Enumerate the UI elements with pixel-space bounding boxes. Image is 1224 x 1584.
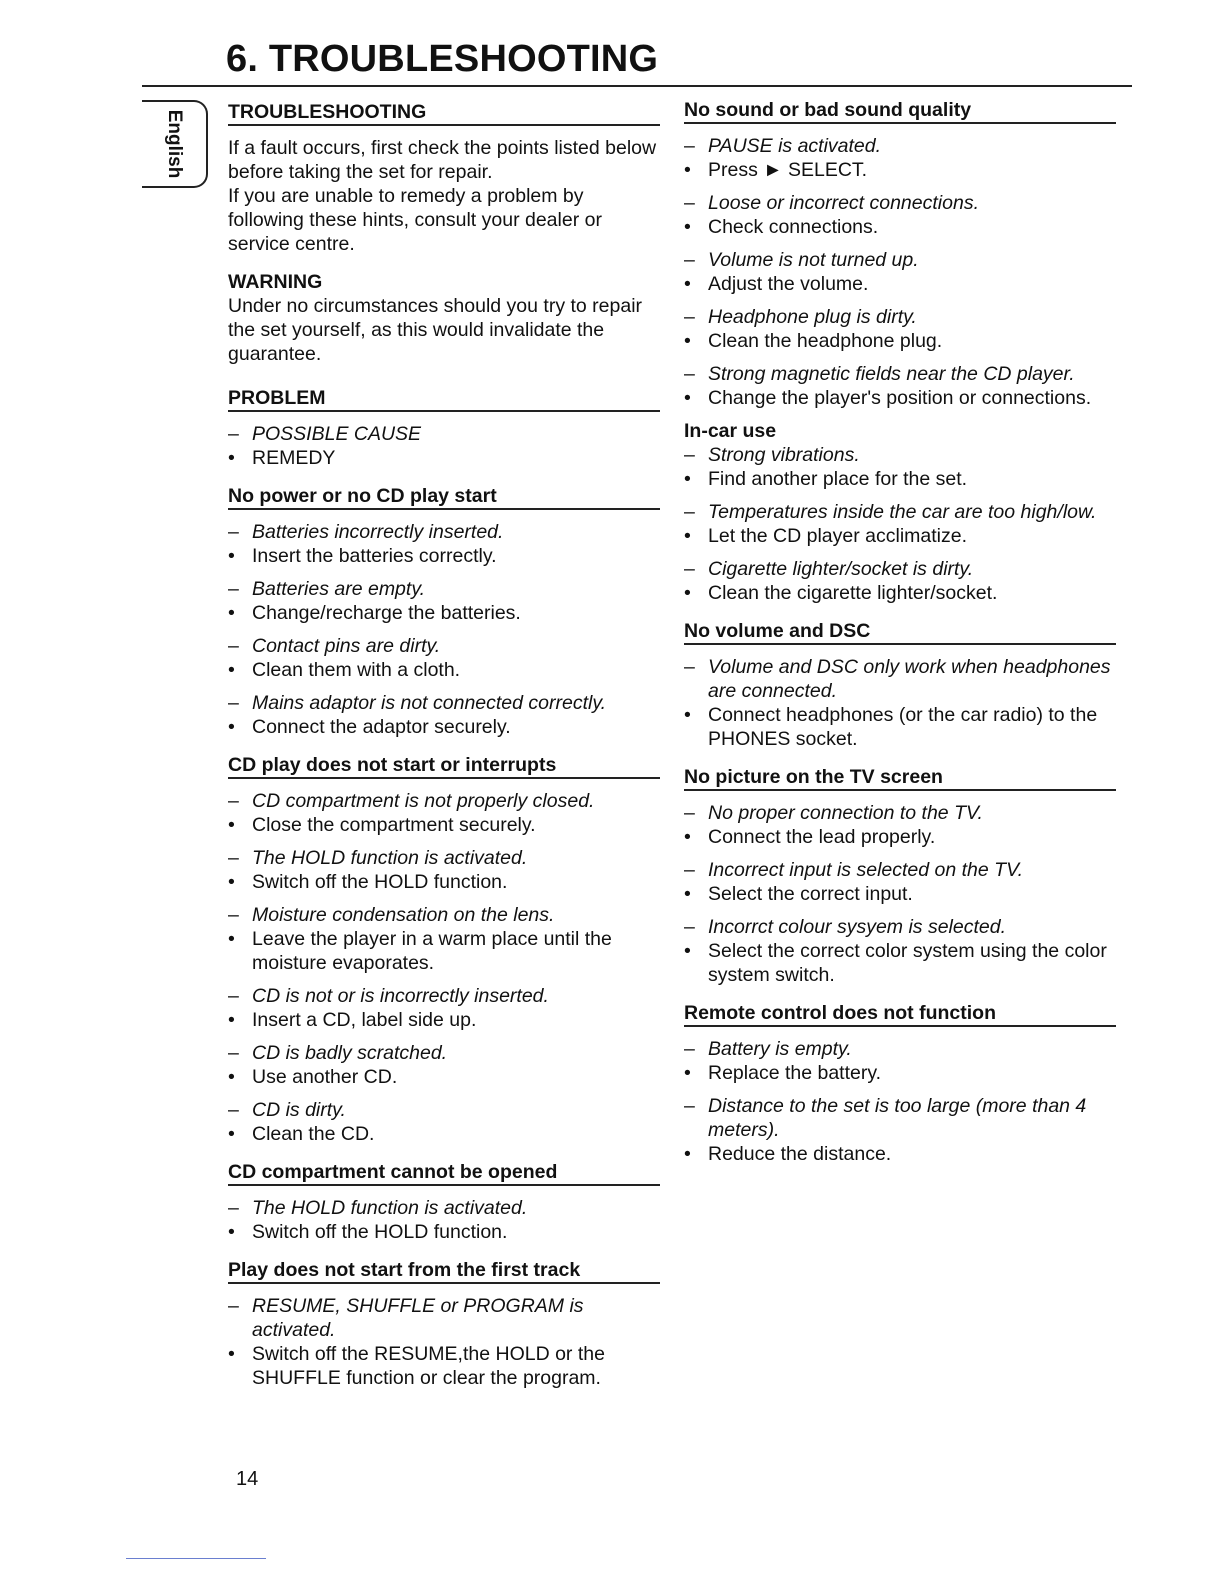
possible-cause: – PAUSE is activated.: [684, 134, 1116, 158]
remedy: • Connect the adaptor securely.: [228, 715, 660, 739]
section-heading: Play does not start from the first track: [228, 1258, 660, 1284]
intro-paragraph: If you are unable to remedy a problem by following these hints, consult your dealer or service centre.: [228, 185, 602, 255]
troubleshooting-entry: [684, 134, 1116, 182]
remedy: • Clean the headphone plug.: [684, 329, 1116, 353]
language-tab: [142, 100, 208, 188]
possible-cause: – CD compartment is not properly closed.: [228, 789, 660, 813]
possible-cause: – Incorrect input is selected on the TV.: [684, 858, 1116, 882]
troubleshooting-entry: [228, 984, 660, 1032]
remedy: • Switch off the HOLD function.: [228, 1220, 660, 1244]
possible-cause: – Strong magnetic fields near the CD player.: [684, 362, 1116, 386]
possible-cause: – Distance to the set is too large (more than 4 meters).: [684, 1094, 1116, 1142]
section-heading: In-car use: [684, 420, 777, 442]
possible-cause: – Temperatures inside the car are too high/low.: [684, 500, 1116, 524]
right-sections: [684, 98, 1116, 1166]
remedy: • Connect headphones (or the car radio) to the PHONES socket.: [684, 703, 1116, 751]
possible-cause: – The HOLD function is activated.: [228, 1196, 660, 1220]
troubleshooting-entry: [684, 1037, 1116, 1085]
troubleshooting-entry: [228, 1294, 660, 1390]
language-tab-label: English: [164, 109, 185, 179]
troubleshooting-entry: [228, 903, 660, 975]
remedy: • Press ► SELECT.: [684, 158, 1116, 182]
troubleshooting-entry: [228, 846, 660, 894]
title-divider: [142, 85, 1132, 87]
section-heading: CD compartment cannot be opened: [228, 1160, 660, 1186]
troubleshooting-entry: [684, 362, 1116, 410]
footer-rule: [126, 1558, 266, 1559]
possible-cause: – Volume is not turned up.: [684, 248, 1116, 272]
possible-cause: – CD is badly scratched.: [228, 1041, 660, 1065]
warning-heading: WARNING: [228, 271, 323, 293]
troubleshooting-entry: [228, 1041, 660, 1089]
remedy: • Check connections.: [684, 215, 1116, 239]
section-heading: CD play does not start or interrupts: [228, 753, 660, 779]
troubleshooting-entry: [684, 915, 1116, 987]
possible-cause: – Strong vibrations.: [684, 443, 1116, 467]
possible-cause: – Mains adaptor is not connected correctly.: [228, 691, 660, 715]
troubleshooting-entry: [228, 1098, 660, 1146]
possible-cause: – Cigarette lighter/socket is dirty.: [684, 557, 1116, 581]
right-column: [684, 98, 1116, 1175]
possible-cause: – Headphone plug is dirty.: [684, 305, 1116, 329]
warning-text: Under no circumstances should you try to repair the set yourself, as this would invalidate the guarantee.: [228, 295, 643, 365]
section-heading: No volume and DSC: [684, 619, 1116, 645]
troubleshooting-entry: [684, 500, 1116, 548]
remedy: • Switch off the HOLD function.: [228, 870, 660, 894]
legend-remedy: • REMEDY: [228, 446, 660, 470]
troubleshooting-entry: [228, 691, 660, 739]
intro-paragraph: If a fault occurs, first check the points listed below before taking the set for repair.: [228, 137, 657, 183]
remedy: • Clean the CD.: [228, 1122, 660, 1146]
possible-cause: – Batteries incorrectly inserted.: [228, 520, 660, 544]
remedy: • Clean the cigarette lighter/socket.: [684, 581, 1116, 605]
possible-cause: – CD is dirty.: [228, 1098, 660, 1122]
remedy: • Insert a CD, label side up.: [228, 1008, 660, 1032]
possible-cause: – Battery is empty.: [684, 1037, 1116, 1061]
possible-cause: – Moisture condensation on the lens.: [228, 903, 660, 927]
remedy: • Connect the lead properly.: [684, 825, 1116, 849]
possible-cause: – The HOLD function is activated.: [228, 846, 660, 870]
possible-cause: – Incorrct colour sysyem is selected.: [684, 915, 1116, 939]
troubleshooting-entry: [228, 1196, 660, 1244]
remedy: • Select the correct color system using the color system switch.: [684, 939, 1116, 987]
remedy: • Close the compartment securely.: [228, 813, 660, 837]
troubleshooting-entry: [228, 789, 660, 837]
troubleshooting-entry: [228, 520, 660, 568]
remedy: • Change/recharge the batteries.: [228, 601, 660, 625]
troubleshooting-entry: [684, 191, 1116, 239]
remedy: • Change the player's position or connections.: [684, 386, 1116, 410]
page-title: 6. TROUBLESHOOTING: [226, 38, 659, 80]
remedy: • Switch off the RESUME,the HOLD or the SHUFFLE function or clear the program.: [228, 1342, 660, 1390]
remedy: • Reduce the distance.: [684, 1142, 1116, 1166]
possible-cause: – RESUME, SHUFFLE or PROGRAM is activated.: [228, 1294, 660, 1342]
troubleshooting-entry: [684, 655, 1116, 751]
possible-cause: – Batteries are empty.: [228, 577, 660, 601]
troubleshooting-entry: [684, 858, 1116, 906]
section-heading: No power or no CD play start: [228, 484, 660, 510]
troubleshooting-entry: [684, 443, 1116, 491]
possible-cause: – Loose or incorrect connections.: [684, 191, 1116, 215]
intro-heading: TROUBLESHOOTING: [228, 100, 660, 126]
remedy: • Find another place for the set.: [684, 467, 1116, 491]
troubleshooting-entry: [228, 577, 660, 625]
remedy: • Replace the battery.: [684, 1061, 1116, 1085]
troubleshooting-entry: [228, 634, 660, 682]
section-heading: No picture on the TV screen: [684, 765, 1116, 791]
problem-heading: PROBLEM: [228, 386, 660, 412]
remedy: • Let the CD player acclimatize.: [684, 524, 1116, 548]
troubleshooting-entry: [684, 1094, 1116, 1166]
possible-cause: – Contact pins are dirty.: [228, 634, 660, 658]
possible-cause: – No proper connection to the TV.: [684, 801, 1116, 825]
remedy: • Use another CD.: [228, 1065, 660, 1089]
page-number: 14: [236, 1468, 259, 1490]
legend-cause: – POSSIBLE CAUSE: [228, 422, 660, 446]
remedy: • Clean them with a cloth.: [228, 658, 660, 682]
remedy: • Select the correct input.: [684, 882, 1116, 906]
legend: [228, 422, 660, 470]
remedy: • Adjust the volume.: [684, 272, 1116, 296]
section-heading: No sound or bad sound quality: [684, 98, 1116, 124]
remedy: • Leave the player in a warm place until the moisture evaporates.: [228, 927, 660, 975]
troubleshooting-entry: [684, 248, 1116, 296]
troubleshooting-entry: [684, 801, 1116, 849]
section-heading: Remote control does not function: [684, 1001, 1116, 1027]
left-sections: [228, 484, 660, 1390]
possible-cause: – Volume and DSC only work when headphones are connected.: [684, 655, 1116, 703]
troubleshooting-entry: [684, 557, 1116, 605]
left-column: [228, 100, 660, 1399]
troubleshooting-entry: [684, 305, 1116, 353]
possible-cause: – CD is not or is incorrectly inserted.: [228, 984, 660, 1008]
remedy: • Insert the batteries correctly.: [228, 544, 660, 568]
